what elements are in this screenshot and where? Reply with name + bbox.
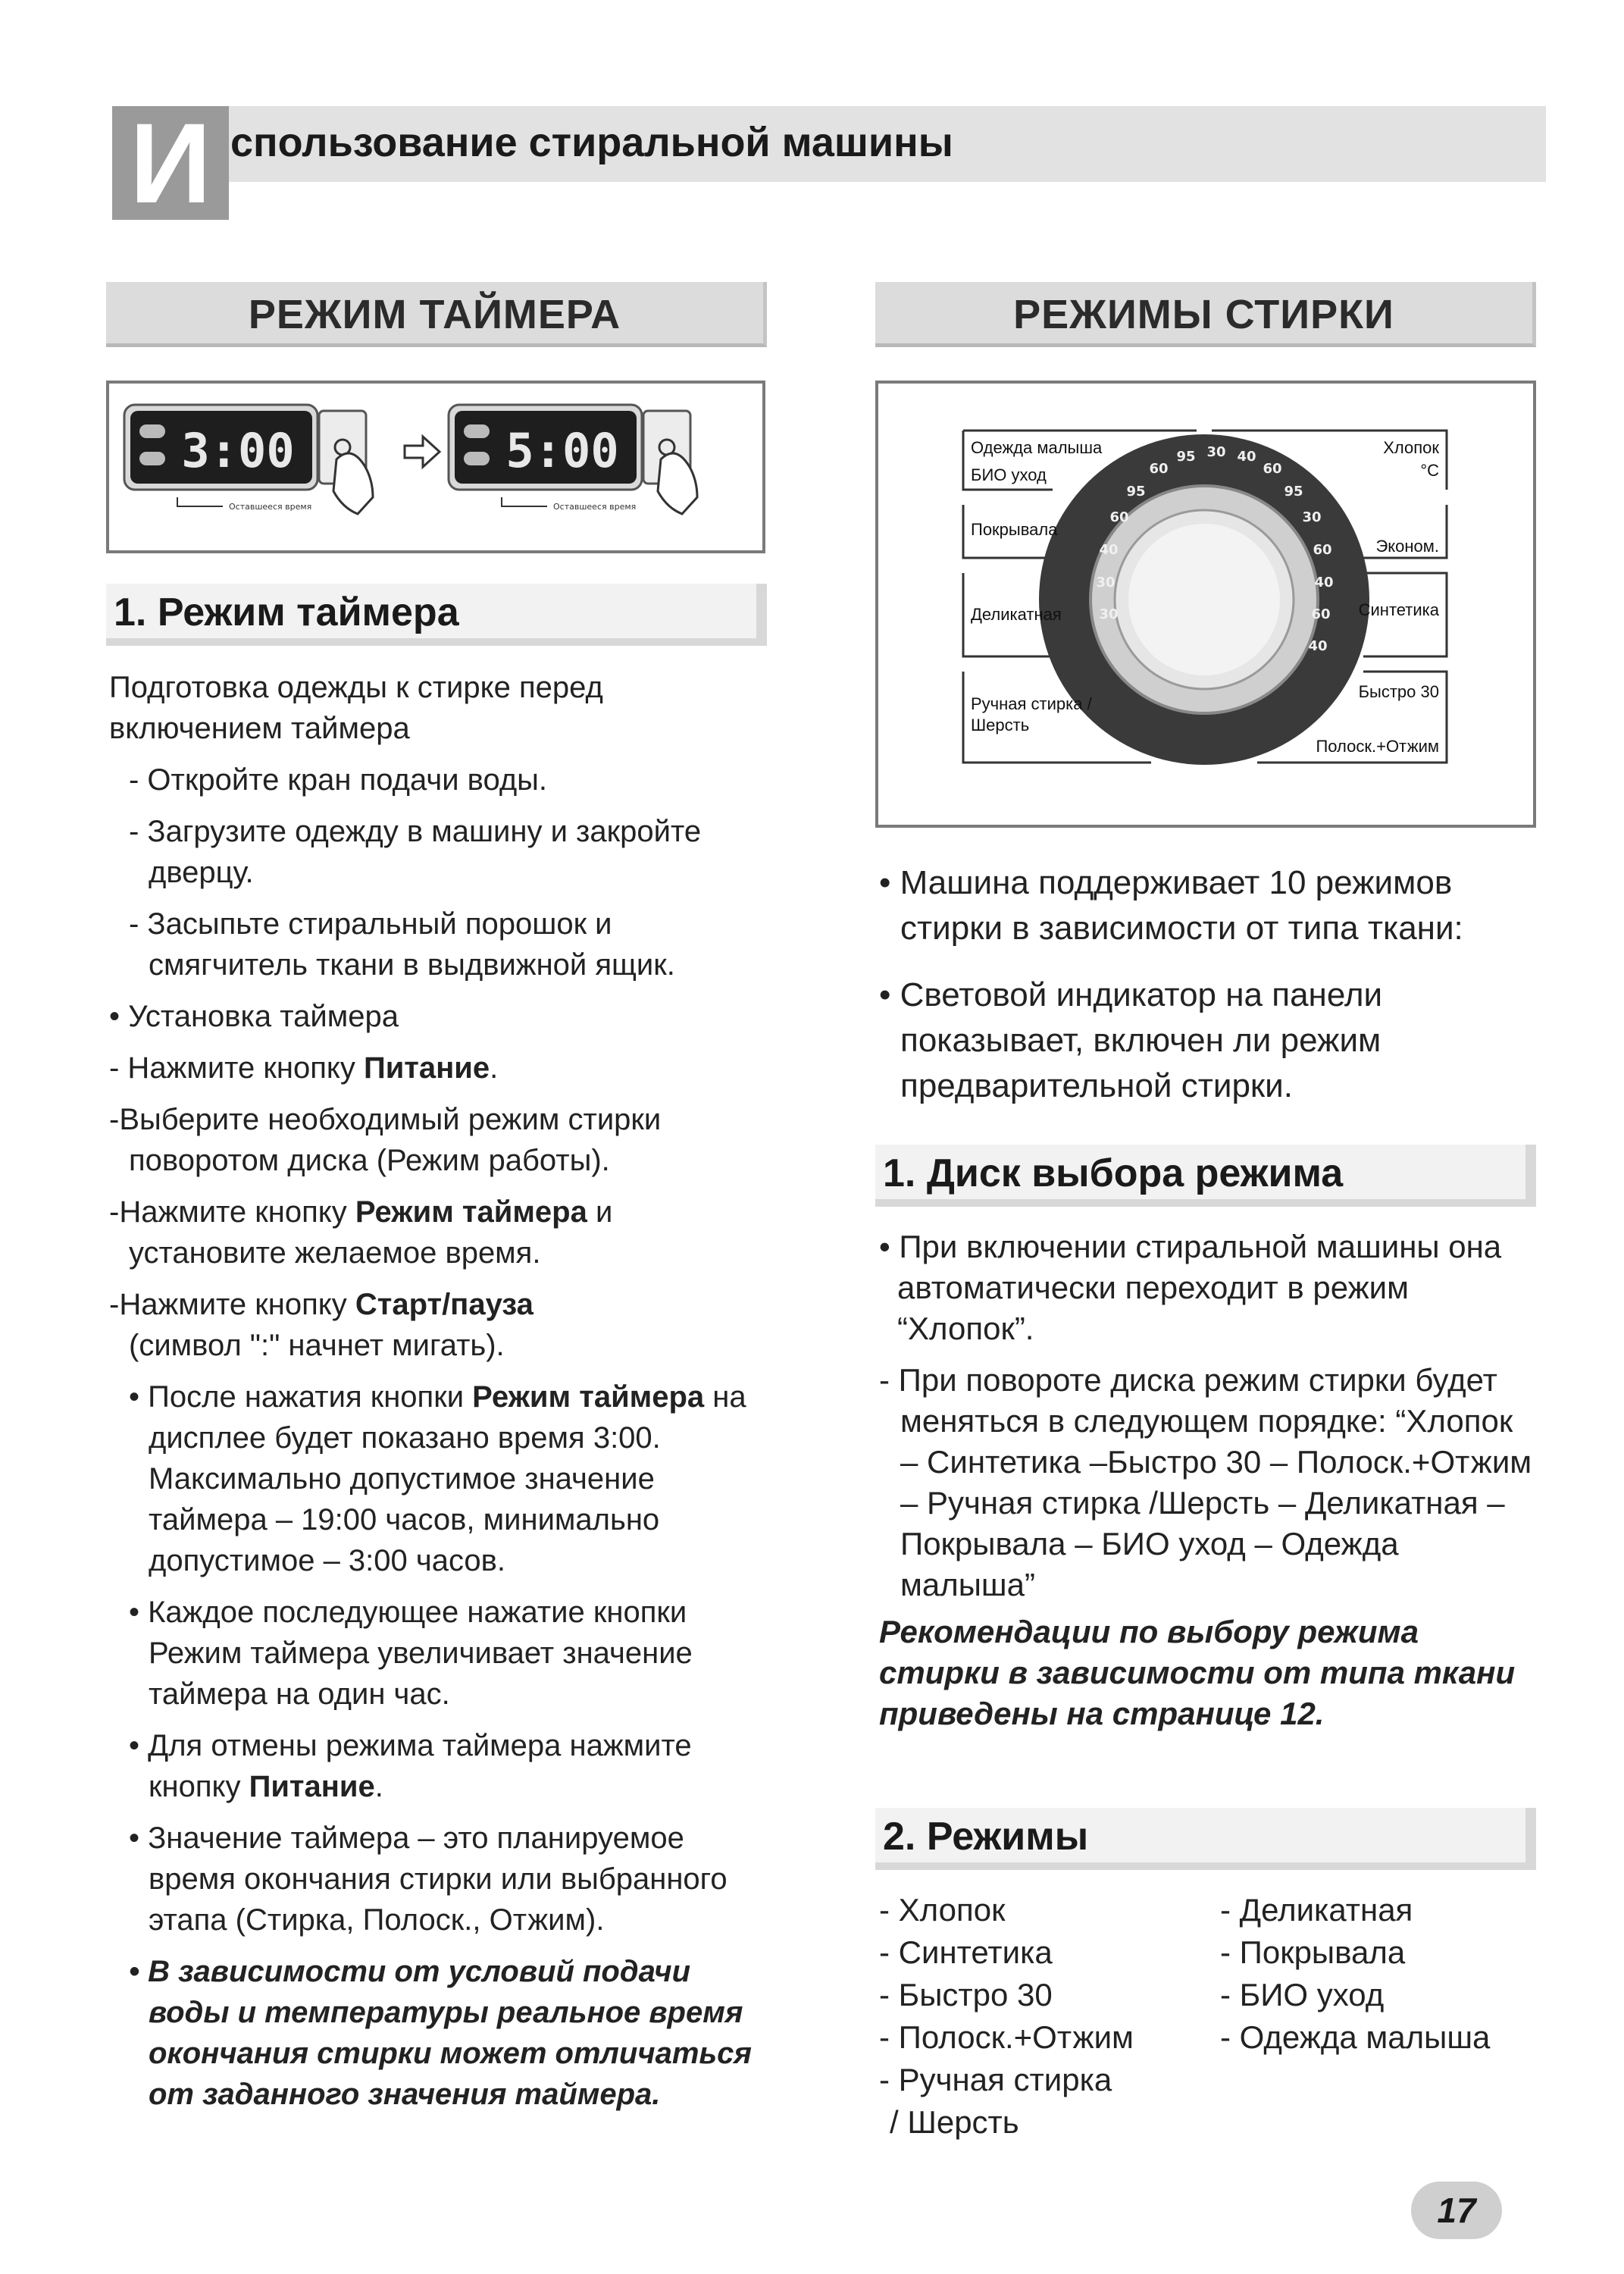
modes-count-note: • Машина поддерживает 10 режимов стирки в зависимости от типа ткани:	[879, 864, 1463, 947]
wash-modes-banner: РЕЖИМЫ СТИРКИ	[875, 282, 1536, 347]
arrow-right-icon	[405, 437, 440, 467]
dial-description	[879, 1226, 1538, 1734]
dial-section-title: 1. Диск выбора режима	[883, 1151, 1344, 1195]
dial-order-note: - При повороте диска режим стирки будет меняться в следующем порядке: “Хлопок – Синтетика –Быстро 30 – Полоск.+Отжим – Ручная стирка /Шерсть – Деликатная – Покрывала – БИО уход – Одежда малыша”	[879, 1362, 1532, 1602]
svg-text:30: 30	[1302, 509, 1322, 525]
timer-illustration	[106, 381, 765, 553]
mode-item: - БИО уход	[1220, 1977, 1385, 2012]
page-title: спользование стиральной машины	[230, 120, 953, 165]
page-number: 17	[1411, 2182, 1502, 2239]
svg-text:60: 60	[1263, 461, 1282, 477]
dial-label-eco: Эконом.	[1375, 537, 1439, 556]
timer-warning: • В зависимости от условий подачи воды и температуры реальное время окончания стирки может отличаться от заданного значения таймера.	[129, 1955, 752, 2111]
dial-label-wool: Шерсть	[971, 716, 1030, 735]
svg-text:30: 30	[1096, 575, 1116, 590]
step-press-timer: -Нажмите кнопку Режим таймера и установите желаемое время.	[109, 1195, 613, 1270]
modes-section-title: 2. Режимы	[883, 1815, 1089, 1859]
svg-text:40: 40	[1308, 638, 1328, 654]
timer-caption-1: Оставшееся время	[229, 502, 312, 512]
dial-label-degrees: °C	[1420, 461, 1439, 480]
timer-instructions	[109, 667, 776, 2115]
note-cancel-timer: • Для отмены режима таймера нажмите кнопку Питание.	[129, 1729, 692, 1803]
svg-text:40: 40	[1314, 575, 1334, 590]
header-initial-letter: И	[112, 106, 229, 220]
svg-text:60: 60	[1109, 509, 1129, 525]
prewash-indicator-note: • Световой индикатор на панели показывает, включен ли режим предварительной стирки.	[879, 976, 1383, 1104]
step-select-mode: -Выберите необходимый режим стирки поворотом диска (Режим работы).	[109, 1103, 662, 1177]
mode-dial-illustration	[875, 381, 1536, 828]
svg-text:30: 30	[1206, 444, 1226, 460]
svg-text:95: 95	[1126, 484, 1146, 500]
svg-text:60: 60	[1149, 461, 1169, 477]
timer-section-title: 1. Режим таймера	[114, 590, 459, 634]
note-after-timer: • После нажатия кнопки Режим таймера на дисплее будет показано время 3:00. Максимально допустимое значение таймера – 19:00 часов, минимально допустимое – 3:00 часов.	[129, 1380, 746, 1577]
dial-label-blankets: Покрывала	[971, 520, 1058, 539]
mode-item: - Хлопок	[879, 1892, 1006, 1928]
dial-label-rinse-spin: Полоск.+Отжим	[1316, 737, 1439, 756]
step-press-power: - Нажмите кнопку Питание.	[109, 1051, 499, 1085]
svg-text:30: 30	[1099, 606, 1119, 622]
step-add-detergent: - Засыпьте стиральный порошок и смягчитель ткани в выдвижной ящик.	[129, 907, 675, 982]
svg-text:60: 60	[1313, 542, 1332, 558]
intro-text: Подготовка одежды к стирке перед включением таймера	[109, 671, 603, 745]
svg-text:95: 95	[1176, 449, 1196, 465]
mode-item: - Ручная стирка	[879, 2062, 1112, 2097]
svg-text:40: 40	[1237, 449, 1256, 465]
svg-text:40: 40	[1099, 542, 1119, 558]
dial-label-handwash: Ручная стирка /	[971, 694, 1092, 713]
timer-display-2: 5:00	[505, 423, 619, 478]
note-each-press: • Каждое последующее нажатие кнопки Режим таймера увеличивает значение таймера на один час.	[129, 1596, 693, 1711]
dial-label-synthetic: Синтетика	[1358, 600, 1439, 619]
modes-section-header	[875, 1808, 1536, 1870]
mode-item: - Одежда малыша	[1220, 2019, 1491, 2055]
dial-label-quick30: Быстро 30	[1358, 682, 1439, 701]
timer-mode-banner: РЕЖИМ ТАЙМЕРА	[106, 282, 767, 347]
svg-text:60: 60	[1311, 606, 1331, 622]
recommendation-note: Рекомендации по выбору режима стирки в зависимости от типа ткани приведены на странице 12.	[879, 1614, 1516, 1731]
modes-list-left	[879, 1889, 1213, 2144]
modes-list-right	[1220, 1889, 1546, 2059]
mode-item: - Полоск.+Отжим	[879, 2019, 1134, 2055]
dial-label-baby: Одежда малыша	[971, 438, 1103, 457]
mode-item: - Покрывала	[1220, 1934, 1406, 1970]
dial-section-header	[875, 1145, 1536, 1207]
dial-default-mode-note: • При включении стиральной машины она автоматически переходит в режим “Хлопок”.	[879, 1229, 1502, 1346]
dial-label-delicate: Деликатная	[971, 605, 1062, 624]
note-timer-value: • Значение таймера – это планируемое время окончания стирки или выбранного этапа (Стирка, Полоск., Отжим).	[129, 1821, 728, 1937]
step-press-start: -Нажмите кнопку Старт/пауза (символ ":" начнет мигать).	[109, 1288, 534, 1362]
timer-caption-2: Оставшееся время	[553, 502, 637, 512]
dial-label-bio: БИО уход	[971, 465, 1047, 484]
step-load-laundry: - Загрузите одежду в машину и закройте дверцу.	[129, 815, 702, 889]
modes-intro	[879, 860, 1546, 1109]
mode-item: - Быстро 30	[879, 1977, 1053, 2012]
step-open-valve: - Откройте кран подачи воды.	[129, 763, 548, 797]
timer-setup-heading: • Установка таймера	[109, 1000, 399, 1033]
mode-item: - Синтетика	[879, 1934, 1053, 1970]
timer-display-1: 3:00	[181, 423, 295, 478]
svg-text:95: 95	[1284, 484, 1303, 500]
mode-item: - Деликатная	[1220, 1892, 1413, 1928]
timer-section-header	[106, 584, 767, 646]
mode-item: / Шерсть	[890, 2104, 1019, 2140]
dial-label-cotton: Хлопок	[1383, 438, 1439, 457]
mode-dial-drawing	[878, 384, 1533, 825]
timer-panel-drawing	[109, 384, 762, 550]
